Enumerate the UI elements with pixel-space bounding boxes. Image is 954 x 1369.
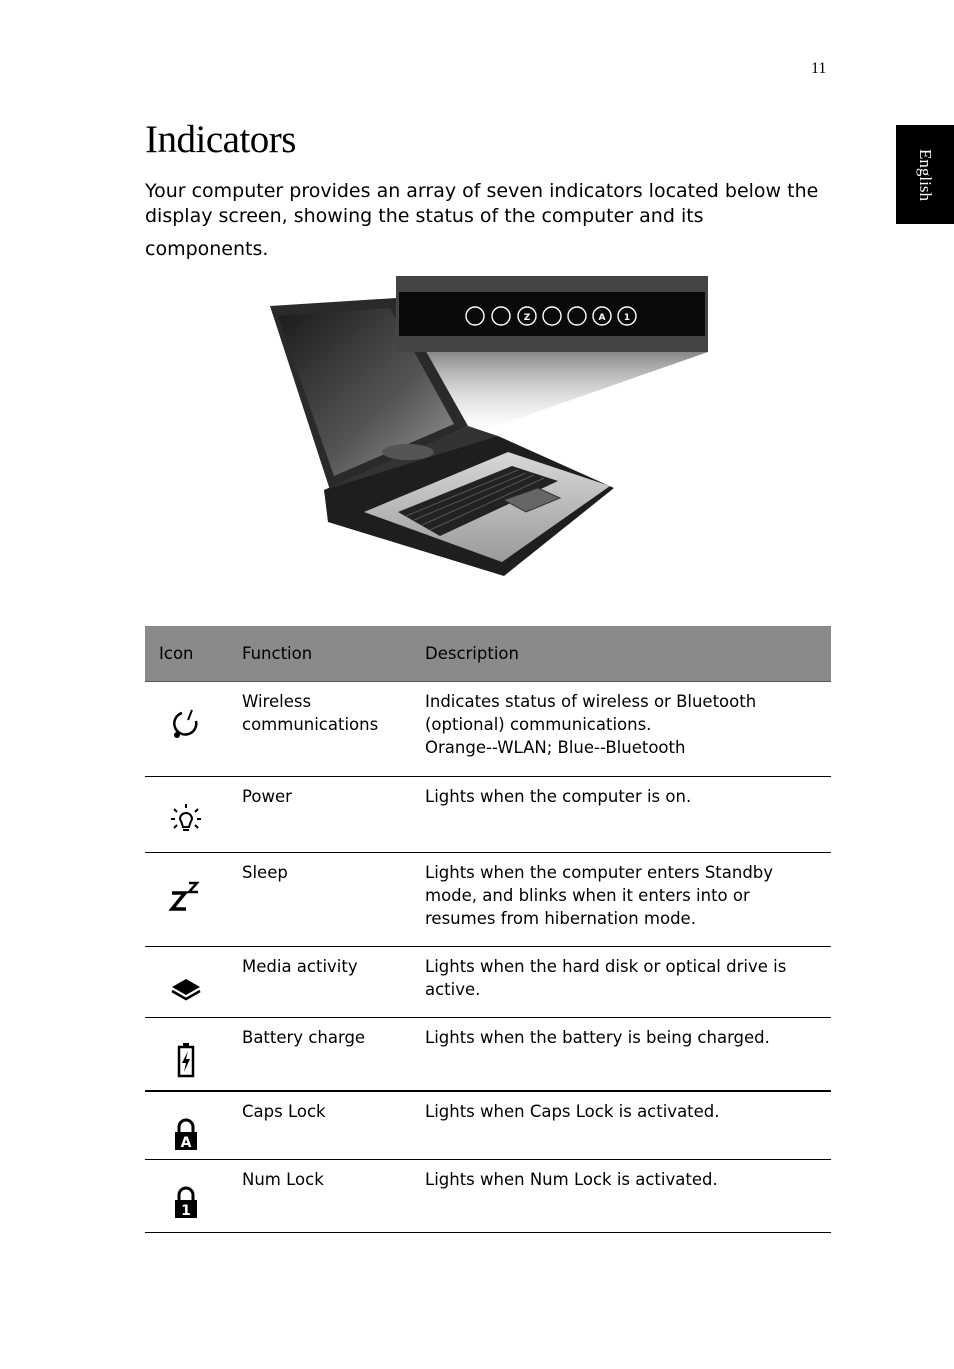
description-text: Orange--WLAN; Blue--Bluetooth (425, 738, 686, 757)
indicators-table (145, 626, 831, 1233)
power-icon (168, 801, 204, 837)
laptop-illustration (268, 276, 710, 594)
description-text: Lights when the computer enters Standby (425, 863, 774, 882)
callout-strip (399, 292, 705, 336)
description-text: active. (425, 980, 481, 999)
function-label: Power (242, 777, 425, 853)
svg-text:Z: Z (523, 313, 531, 323)
intro-line-1: Your computer provides an array of seven indicators located below the (145, 180, 819, 202)
function-label: Media activity (242, 947, 425, 1018)
function-label: communications (242, 715, 379, 734)
page-title: Indicators (145, 118, 296, 161)
table-row (145, 1091, 831, 1160)
table-row (145, 947, 831, 1018)
page-number: 11 (811, 60, 827, 77)
sleep-icon (168, 877, 204, 913)
svg-text:A: A (180, 1135, 192, 1151)
svg-text:1: 1 (181, 1203, 191, 1219)
media-icon (168, 971, 204, 1007)
description-text: Lights when the battery is being charged. (425, 1018, 831, 1092)
description-text: Lights when Num Lock is activated. (425, 1160, 831, 1233)
table-row (145, 1160, 831, 1233)
language-tab (896, 125, 954, 224)
indicator-bar (382, 444, 434, 460)
table-row (145, 682, 831, 777)
header-icon: Icon (145, 626, 242, 682)
function-label: Num Lock (242, 1160, 425, 1233)
header-description: Description (425, 626, 831, 682)
wireless-icon (168, 706, 204, 742)
intro-line-2: display screen, showing the status of the computer and its (145, 205, 704, 227)
description-text: Lights when the hard disk or optical drive is (425, 957, 787, 976)
description-text: (optional) communications. (425, 715, 652, 734)
laptop-figure (268, 276, 710, 594)
intro-line-3: components. (145, 238, 269, 260)
svg-text:1: 1 (623, 313, 631, 323)
svg-text:A: A (598, 313, 606, 323)
function-label: Battery charge (242, 1018, 425, 1092)
table-header-row (145, 626, 831, 682)
language-tab-label: English (916, 148, 935, 201)
table-row (145, 1018, 831, 1092)
table-row (145, 853, 831, 947)
num-lock-icon (168, 1184, 204, 1220)
description-text: Lights when the computer is on. (425, 777, 831, 853)
function-label: Wireless (242, 692, 312, 711)
battery-icon (168, 1042, 204, 1078)
caps-lock-icon (168, 1116, 204, 1152)
description-text: mode, and blinks when it enters into or (425, 886, 750, 905)
description-text: Lights when Caps Lock is activated. (425, 1091, 831, 1160)
header-function: Function (242, 626, 425, 682)
description-text: resumes from hibernation mode. (425, 909, 696, 928)
table-row (145, 777, 831, 853)
function-label: Sleep (242, 853, 425, 947)
intro-paragraph (145, 179, 835, 262)
description-text: Indicates status of wireless or Bluetooth (425, 692, 757, 711)
function-label: Caps Lock (242, 1091, 425, 1160)
